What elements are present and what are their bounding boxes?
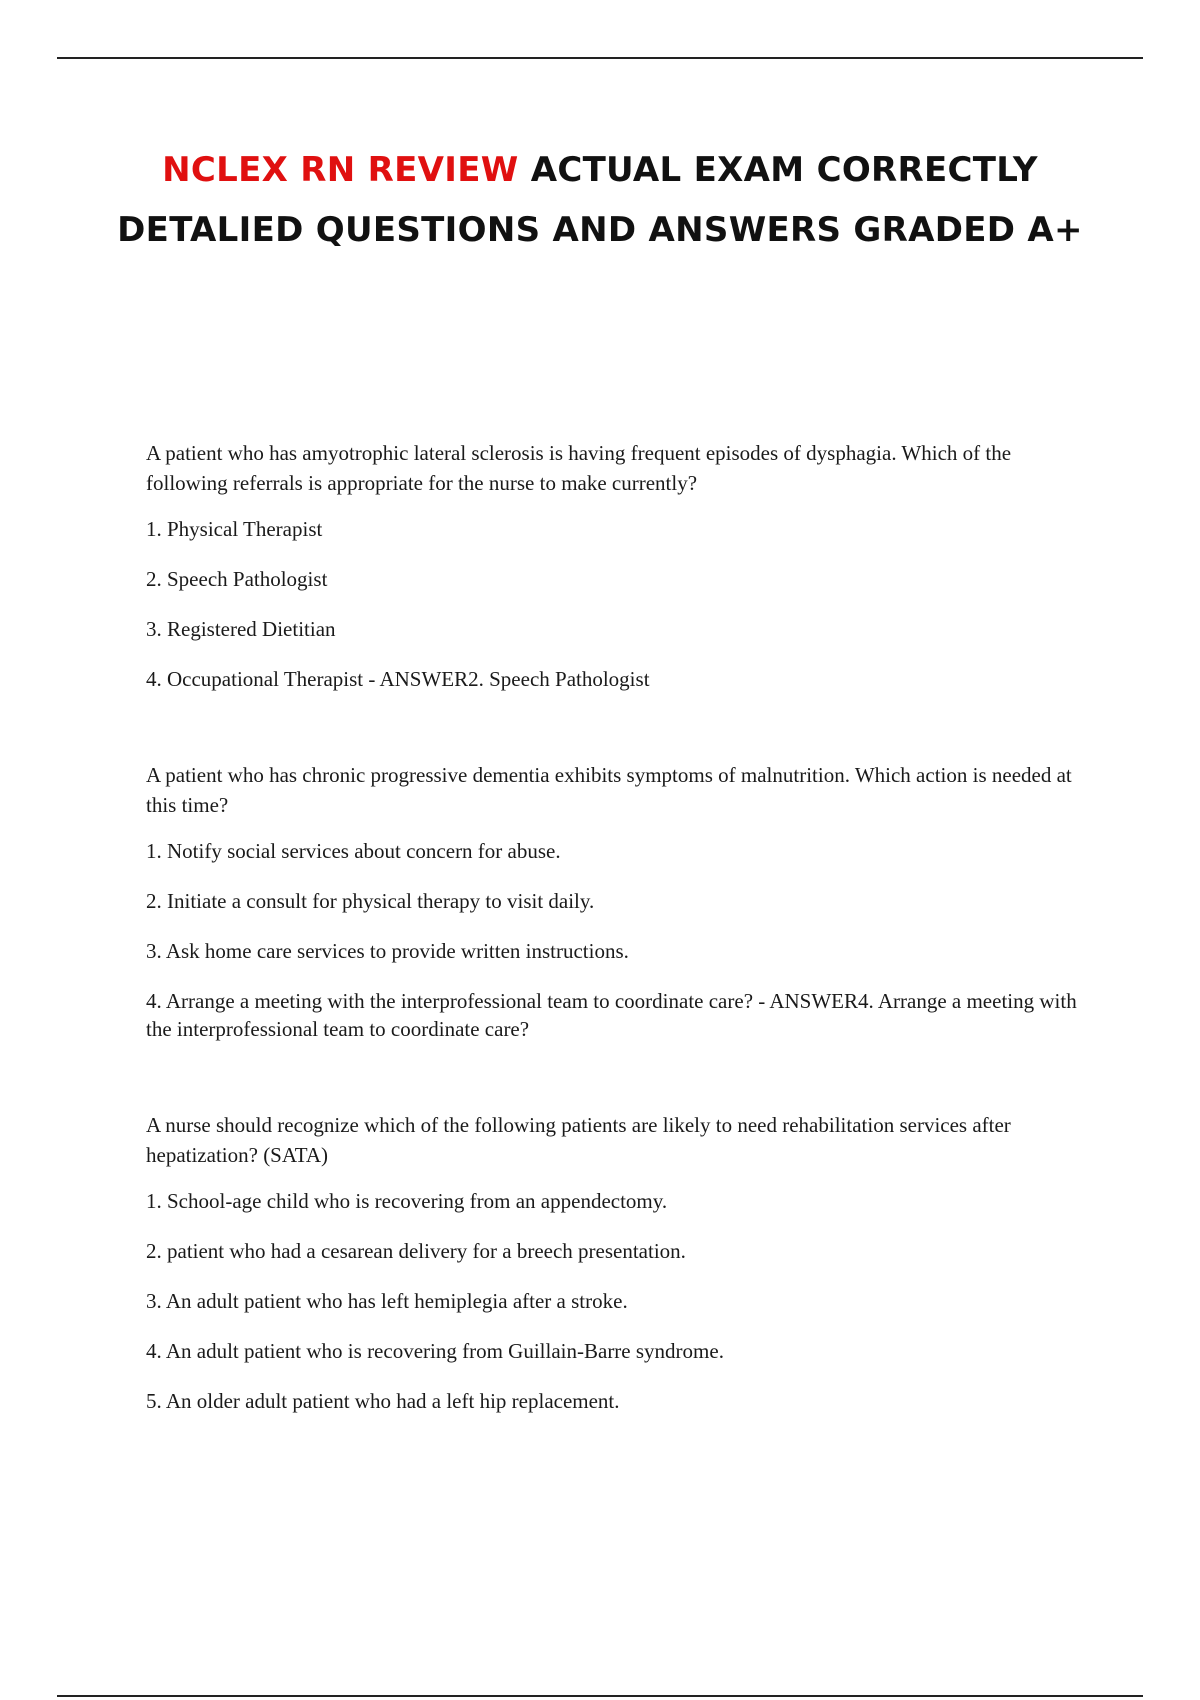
document-title [100,140,1100,260]
answer-option: 4. Occupational Therapist - ANSWER2. Speech Pathologist [146,667,650,691]
answer-option: 5. An older adult patient who had a left hip replacement. [146,1389,620,1413]
answer-option: 2. Speech Pathologist [146,567,328,591]
answer-option: 4. Arrange a meeting with the interprofessional team to coordinate care? - ANSWER4. Arrange a meeting with the interprofessional team to coordinate care? [146,989,1077,1041]
answer-option: 4. An adult patient who is recovering from Guillain-Barre syndrome. [146,1339,724,1363]
answer-option: 2. patient who had a cesarean delivery for a breech presentation. [146,1239,686,1263]
question-text: A nurse should recognize which of the following patients are likely to need rehabilitation services after hepatization? (SATA) [146,1113,1011,1167]
top-rule [57,57,1143,59]
title-rest: ACTUAL EXAM CORRECTLY DETALIED QUESTIONS AND ANSWERS GRADED A+ [117,150,1083,250]
answer-option: 1. Physical Therapist [146,517,323,541]
answer-option: 2. Initiate a consult for physical therapy to visit daily. [146,889,595,913]
answer-option: 3. Ask home care services to provide written instructions. [146,939,629,963]
answer-option: 1. Notify social services about concern for abuse. [146,839,561,863]
answer-option: 3. Registered Dietitian [146,617,336,641]
question-block [146,438,1091,693]
answer-option: 1. School-age child who is recovering from an appendectomy. [146,1189,668,1213]
question-text: A patient who has amyotrophic lateral sclerosis is having frequent episodes of dysphagia. Which of the following referrals is appropriate for the nurse to make currently? [146,441,1012,495]
question-block [146,1110,1091,1415]
answer-option: 3. An adult patient who has left hemiplegia after a stroke. [146,1289,628,1313]
question-text: A patient who has chronic progressive dementia exhibits symptoms of malnutrition. Which action is needed at this time? [146,763,1072,817]
question-block [146,760,1091,1043]
title-highlight: NCLEX RN REVIEW [162,150,519,190]
question-list [146,438,1091,1437]
bottom-rule [57,1695,1143,1697]
